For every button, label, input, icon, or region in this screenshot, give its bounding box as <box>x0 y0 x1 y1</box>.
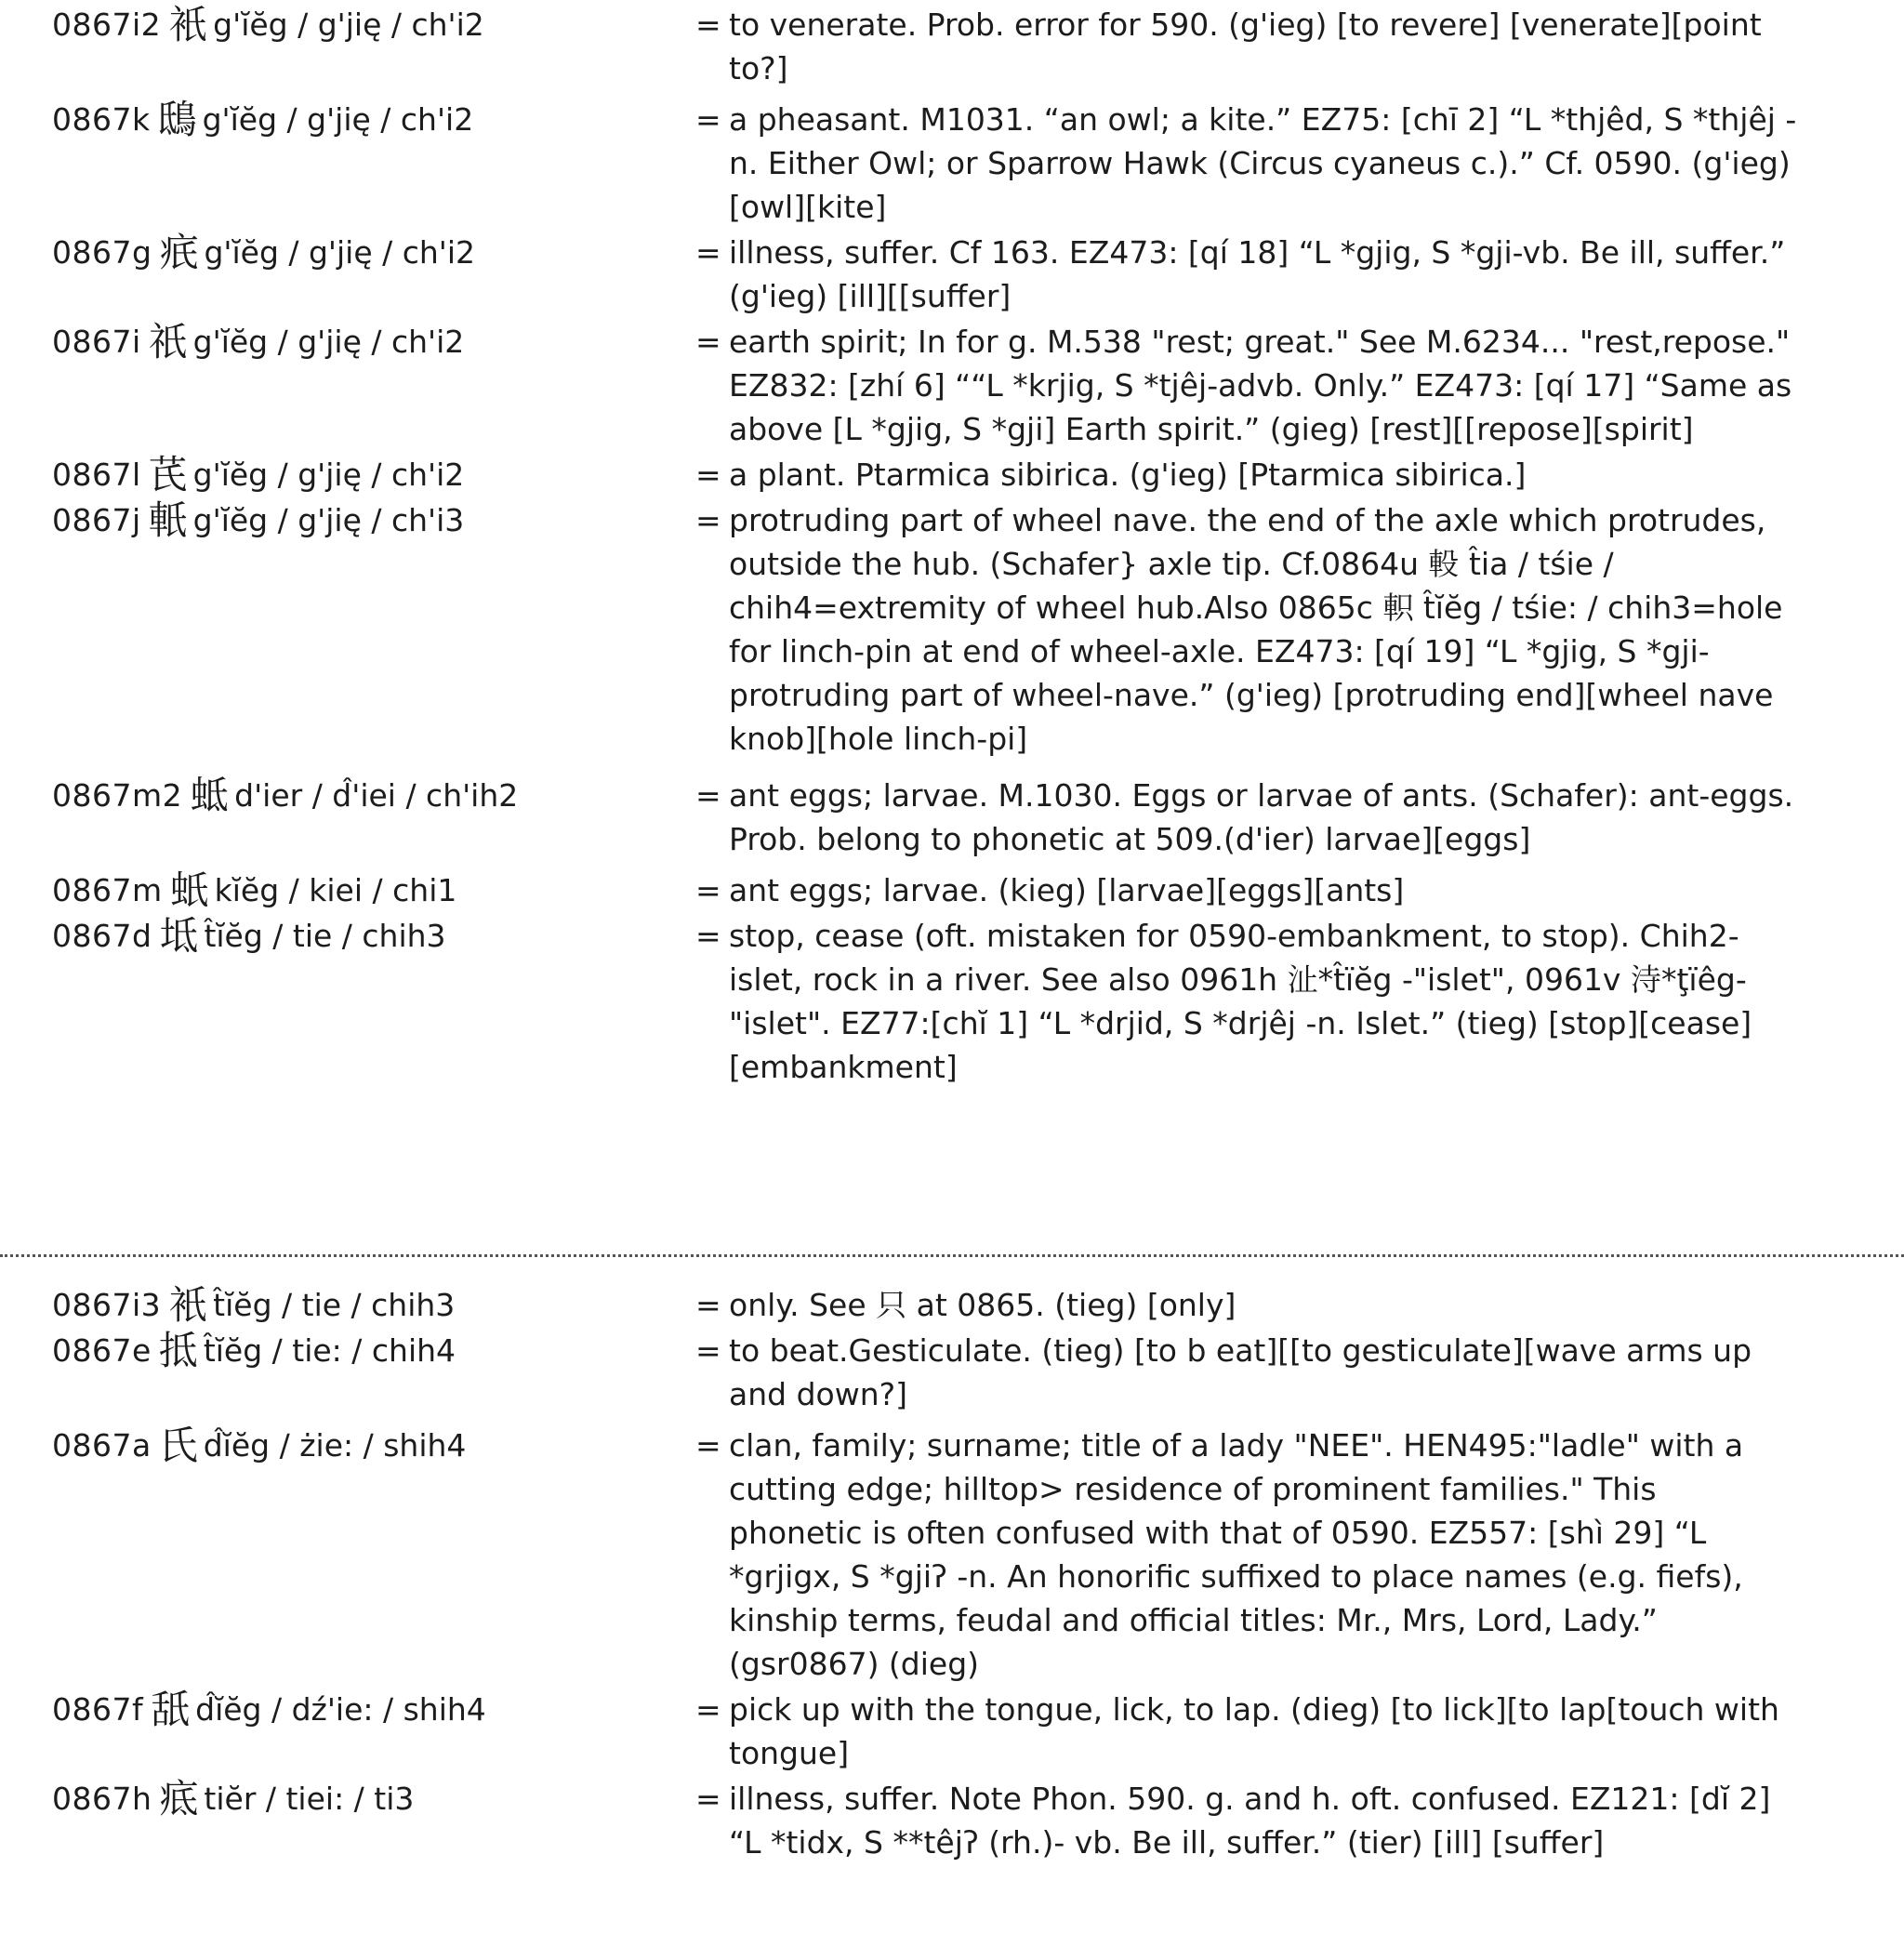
entry-reading: g'ĭĕg / g'jię / ch'i2 <box>202 101 474 138</box>
entry-character: 氏 <box>158 1423 198 1468</box>
entry-definition: clan, family; surname; title of a lady "NEE". HEN495:"ladle" with a cutting edge; hilltop> residence of prominent families." This phonetic is often confused with that of 0590. EZ557: [shì 29] “L *grjigx, S *gjiʔ -n. An honorific suffixed to place names (e.g. fiefs), kinship terms, feudal and official titles: Mr., Mrs, Lord, Lady.” (gsr0867) (dieg) <box>729 1427 1744 1682</box>
entry-head <box>0 914 641 958</box>
equals-sign: = <box>695 872 721 908</box>
equals-sign: = <box>695 234 721 271</box>
entry-definition: a plant. Ptarmica sibirica. (g'ieg) [Ptarmica sibirica.] <box>729 457 1527 493</box>
entry-0867f <box>0 1688 1904 1775</box>
entry-0867i3 <box>0 1283 1904 1327</box>
entry-code: 0867i3 <box>52 1287 162 1323</box>
entry-definition: to venerate. Prob. error for 590. (g'ieg) [to revere] [venerate][point to?] <box>729 7 1762 86</box>
entry-head <box>0 231 641 274</box>
entry-reading: t̂ĭĕg / tie / chih3 <box>204 918 446 954</box>
entry-code: 0867i2 <box>52 7 162 43</box>
equals-sign: = <box>695 1781 721 1817</box>
entry-head <box>0 453 641 497</box>
equals-sign: = <box>695 1691 721 1728</box>
entry-definition: only. See 只 at 0865. (tieg) [only] <box>729 1287 1236 1323</box>
entry-character: 芪 <box>148 452 188 497</box>
entry-0867g <box>0 231 1904 318</box>
entry-head <box>0 1777 641 1821</box>
entry-head <box>0 98 641 141</box>
entry-definition: illness, suffer. Cf 163. EZ473: [qí 18] “L *gjig, S *gji-vb. Be ill, suffer.” (g'ieg) [ill][[suffer] <box>729 234 1786 314</box>
entry-character: 衹 <box>168 1282 208 1328</box>
entry-definition: ant eggs; larvae. M.1030. Eggs or larvae of ants. (Schafer): ant-eggs. Prob. belong to phonetic at 509.(d'ier) larvae][eggs] <box>729 777 1794 857</box>
entry-code: 0867f <box>52 1691 144 1728</box>
entry-definition: to beat.Gesticulate. (tieg) [to b eat][[to gesticulate][wave arms up and down?] <box>729 1332 1752 1412</box>
entry-reading: kĭĕg / kiei / chi1 <box>214 872 457 908</box>
entry-definition: pick up with the tongue, lick, to lap. (dieg) [to lick][to lap[touch with tongue] <box>729 1691 1779 1771</box>
entry-character: 舐 <box>151 1687 191 1732</box>
entry-0867m2 <box>0 774 1904 861</box>
entry-reading: g'ĭĕg / g'jię / ch'i3 <box>192 502 465 538</box>
entry-0867e <box>0 1329 1904 1416</box>
entry-character: 祇 <box>148 319 188 364</box>
entry-character: 鴟 <box>157 97 197 142</box>
entry-reading: g'ĭĕg / g'jię / ch'i2 <box>192 324 465 360</box>
equals-sign: = <box>695 1287 721 1323</box>
entry-character: 坻 <box>159 913 199 959</box>
entry-0867i <box>0 320 1904 451</box>
entry-code: 0867a <box>52 1427 152 1464</box>
entry-head <box>0 498 641 542</box>
entry-head <box>0 320 641 364</box>
entry-head <box>0 868 641 912</box>
entry-reading: d̂ĭĕg / dź'ie: / shih4 <box>195 1691 486 1728</box>
entry-reading: d̂ĭĕg / żie: / shih4 <box>203 1427 467 1464</box>
entry-reading: d'ier / d̂'iei / ch'ih2 <box>234 777 519 814</box>
entry-character: 疷 <box>159 1776 199 1821</box>
entry-definition: earth spirit; In for g. M.538 "rest; great." See M.6234... "rest,repose." EZ832: [zhí 6] ““L *krjig, S *tjêj-advb. Only.” EZ473: [qí 17] “Same as above [L *gjig, S *gji] Earth spirit.” (gieg) [rest][[repose][spirit] <box>729 324 1792 447</box>
entry-head <box>0 1283 641 1327</box>
entry-0867i2 <box>0 3 1904 90</box>
entry-reading: g'ĭĕg / g'jię / ch'i2 <box>192 457 465 493</box>
equals-sign: = <box>695 777 721 814</box>
entry-code: 0867h <box>52 1781 152 1817</box>
entry-code: 0867m <box>52 872 163 908</box>
entry-0867k <box>0 98 1904 229</box>
entry-code: 0867j <box>52 502 141 538</box>
entry-code: 0867m2 <box>52 777 183 814</box>
equals-sign: = <box>695 101 721 138</box>
entry-character: 軝 <box>148 497 188 543</box>
entry-code: 0867g <box>52 234 152 271</box>
entry-code: 0867d <box>52 918 152 954</box>
dotted-divider <box>0 1254 1904 1257</box>
equals-sign: = <box>695 324 721 360</box>
entry-0867d <box>0 914 1904 1089</box>
entry-head <box>0 774 641 817</box>
entries-section-1 <box>0 3 1904 1096</box>
entry-definition: ant eggs; larvae. (kieg) [larvae][eggs][ants] <box>729 872 1405 908</box>
entry-character: 衹 <box>168 2 208 47</box>
entry-0867j <box>0 498 1904 761</box>
entry-definition: a pheasant. M1031. “an owl; a kite.” EZ75: [chī 2] “L *thjêd, S *thjêj -n. Either Owl; or Sparrow Hawk (Circus cyaneus c.).” Cf. 0590. (g'ieg) [owl][kite] <box>729 101 1797 225</box>
entry-head <box>0 3 641 46</box>
entry-head <box>0 1688 641 1731</box>
entry-head <box>0 1329 641 1372</box>
entry-reading: t̂ĭĕg / tie / chih3 <box>213 1287 456 1323</box>
entry-code: 0867i <box>52 324 141 360</box>
entry-0867a <box>0 1424 1904 1686</box>
equals-sign: = <box>695 457 721 493</box>
entry-reading: g'ĭĕg / g'jię / ch'i2 <box>213 7 484 43</box>
entry-definition: protruding part of wheel nave. the end of the axle which protrudes, outside the hub. (Schafer} axle tip. Cf.0864u 軗 t̂ia / tśie / chih4=extremity of wheel hub.Also 0865c 軹 t̂ĭĕg / tśie: / chih3=hole for linch-pin at end of wheel-axle. EZ473: [qí 19] “L *gjig, S *gji-protruding part of wheel-nave.” (g'ieg) [protruding end][wheel nave knob][hole linch-pi] <box>729 502 1783 757</box>
equals-sign: = <box>695 918 721 954</box>
entry-code: 0867k <box>52 101 151 138</box>
entry-reading: tiĕr / tiei: / ti3 <box>204 1781 415 1817</box>
entry-character: 疧 <box>159 230 199 275</box>
entry-reading: g'ĭĕg / g'jię / ch'i2 <box>204 234 476 271</box>
entry-code: 0867l <box>52 457 141 493</box>
equals-sign: = <box>695 7 721 43</box>
entry-head <box>0 1424 641 1467</box>
entry-0867h <box>0 1777 1904 1864</box>
entry-code: 0867e <box>52 1332 152 1369</box>
entry-definition: stop, cease (oft. mistaken for 0590-embankment, to stop). Chih2- islet, rock in a river. See also 0961h 沚*t̂ïĕg -"islet", 0961v 洔*ţïêg- "islet". EZ77:[chĭ 1] “L *drjid, S *drjêj -n. Islet.” (tieg) [stop][cease][embankment] <box>729 918 1752 1085</box>
entries-section-2 <box>0 1283 1904 1866</box>
entry-0867m <box>0 868 1904 912</box>
entry-character: 蚔 <box>169 868 209 913</box>
entry-character: 抵 <box>158 1328 198 1373</box>
entry-character: 蚳 <box>190 773 230 818</box>
equals-sign: = <box>695 1427 721 1464</box>
equals-sign: = <box>695 1332 721 1369</box>
entry-definition: illness, suffer. Note Phon. 590. g. and h. oft. confused. EZ121: [dĭ 2] “L *tidx, S **têjʔ (rh.)- vb. Be ill, suffer.” (tier) [ill] [suffer] <box>729 1781 1771 1861</box>
entry-reading: t̂ĭĕg / tie: / chih4 <box>203 1332 456 1369</box>
entry-0867l <box>0 453 1904 497</box>
equals-sign: = <box>695 502 721 538</box>
